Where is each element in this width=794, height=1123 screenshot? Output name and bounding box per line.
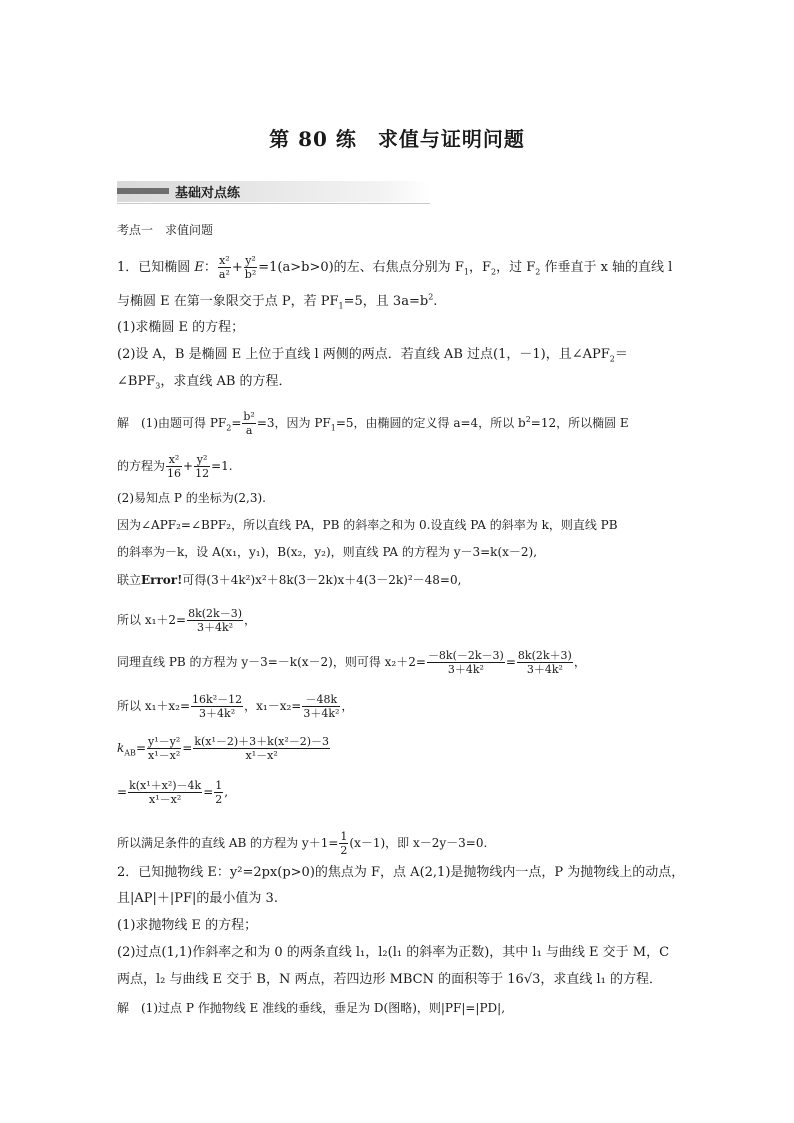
- fraction: [214, 779, 223, 806]
- section-marker-bar: [117, 188, 169, 194]
- denominator: x¹－x²: [148, 749, 181, 762]
- subscript: AB: [124, 748, 136, 758]
- solution-1-line-7: [117, 607, 256, 634]
- text: E: [194, 260, 204, 275]
- solution-1-line-3: (2)易知点 P 的坐标为(2,3).: [117, 491, 266, 505]
- text: ：: [203, 260, 217, 275]
- fraction: [147, 735, 181, 762]
- numerator: 16k²－12: [192, 693, 243, 706]
- text: 与椭圆 E 在第一象限交于点 P，若 PF: [117, 294, 339, 309]
- numerator: －8k(－2k－3): [427, 649, 504, 662]
- problem-1-q1: (1)求椭圆 E 的方程；: [117, 320, 245, 335]
- fraction-y2-b2: $\frac{\text{y²}}{\text{b²}}$: [244, 254, 257, 281]
- text: k: [117, 741, 125, 755]
- numerator: y¹－y²: [148, 735, 181, 748]
- fraction: [193, 735, 330, 762]
- text: =: [203, 785, 214, 799]
- text: 1．已知椭圆: [117, 260, 195, 275]
- numerator: k(x¹＋x²)－4k: [129, 779, 202, 792]
- text: ，F: [468, 260, 491, 275]
- text: ，: [341, 699, 354, 713]
- problem-2-line-1: 2．已知抛物线 E：y²=2px(p>0)的焦点为 F，点 A(2,1)是抛物线内一点，P 为抛物线上的动点，: [117, 865, 685, 880]
- numerator: 1: [340, 830, 348, 843]
- solution-2-line-1: 解 (1)过点 P 作抛物线 E 准线的垂线，垂足为 D(图略)，则|PF|=|PD|,: [117, 1001, 506, 1015]
- fraction-x2-16: $\frac{\text{x²}}{16}$: [167, 453, 182, 480]
- text: (2)设 A，B 是椭圆 E 上位于直线 l 两侧的两点．若直线 AB 过点(1，－1)，且∠APF: [117, 347, 610, 362]
- numerator: 8k(2k＋3): [517, 649, 572, 662]
- numerator: 8k(2k－3): [188, 607, 243, 620]
- denominator: x¹－x²: [149, 793, 182, 806]
- denominator: 3＋4k²: [303, 707, 340, 720]
- problem-2-q1: (1)求抛物线 E 的方程；: [117, 918, 258, 933]
- text: 解 (1)由题可得 PF: [117, 416, 227, 430]
- text: ，x₁－x₂=: [244, 699, 302, 713]
- solution-1-line-10: [117, 735, 331, 762]
- text: 的方程为: [117, 459, 166, 473]
- fraction: [191, 693, 243, 720]
- solution-1-line-11: [117, 779, 228, 806]
- fraction-x2-a2: $\frac{\text{x²}}{\text{a²}}$: [218, 254, 230, 281]
- text: ，过 F: [496, 260, 536, 275]
- text: =1.: [211, 459, 233, 473]
- fraction: [302, 693, 340, 720]
- text: =12，所以椭圆 E: [530, 416, 629, 430]
- fraction: [339, 830, 348, 857]
- text: ，求直线 AB 的方程．: [160, 374, 292, 389]
- text: =: [135, 741, 146, 755]
- text: =5，且 3a=b: [343, 294, 429, 309]
- denominator: x¹－x²: [245, 749, 278, 762]
- solution-1-line-4: 因为∠APF₂=∠BPF₂，所以直线 PA，PB 的斜率之和为 0.设直线 PA 的斜率为 k，则直线 PB: [117, 518, 618, 532]
- page-title: 第 80 练 求值与证明问题: [269, 127, 525, 151]
- text: 联立: [117, 573, 142, 587]
- error-text: Error!: [141, 573, 183, 587]
- section-header: [117, 181, 430, 202]
- text: 作垂直于 x 轴的直线 l: [540, 260, 673, 275]
- fraction: [517, 649, 573, 676]
- problem-1-q2-line-1: (2)设 A，B 是椭圆 E 上位于直线 l 两侧的两点．若直线 AB 过点(1，－1)，且$\angle APF_2=$: [117, 347, 628, 364]
- text: ,: [224, 785, 229, 799]
- text: 所以满足条件的直线 AB 的方程为 y＋1=: [117, 836, 339, 850]
- text: ＝: [614, 347, 628, 362]
- text: =5，由椭圆的定义得 a=4，所以 b: [335, 416, 526, 430]
- text: =3，因为 PF: [256, 416, 331, 430]
- text: =: [117, 785, 128, 799]
- text: ，: [244, 613, 257, 627]
- solution-1-line-12: [117, 830, 487, 857]
- denominator: 3＋4k²: [199, 707, 236, 720]
- fraction-y2-12: $\frac{\text{y²}}{12}$: [195, 453, 210, 480]
- text: 所以 x₁＋2=: [117, 613, 187, 627]
- numerator: －48k: [302, 693, 340, 707]
- section-underline: [117, 203, 430, 204]
- fraction: [427, 649, 505, 676]
- numerator: 1: [215, 779, 223, 792]
- fraction: [187, 607, 243, 634]
- denominator: 3＋4k²: [447, 663, 484, 676]
- problem-2-q2-line-2: 两点，l₂ 与曲线 E 交于 B，N 两点，若四边形 MBCN 的面积等于 16√3，求直线 l₁ 的方程．: [117, 972, 663, 987]
- solution-1-line-9: [117, 693, 353, 720]
- denominator: 2: [215, 793, 223, 806]
- problem-2-q2-line-1: (2)过点(1,1)作斜率之和为 0 的两条直线 l₁，l₂(l₁ 的斜率为正数)，其中 l₁ 与曲线 E 交于 M，C: [117, 945, 670, 960]
- solution-1-line-5: 的斜率为－k，设 A(x₁，y₁)，B(x₂，y₂)，则直线 PA 的方程为 y－3=k(x－2),: [117, 545, 538, 559]
- numerator: k(x¹－2)＋3＋k(x²－2)－3: [194, 735, 330, 748]
- solution-1-line-6: [117, 572, 461, 588]
- denominator: 2: [340, 844, 348, 857]
- topic-heading: 考点一 求值问题: [117, 223, 214, 237]
- problem-1-line-2: 与椭圆 E 在第一象限交于点 P，若 $PF_1=5$，且 $3a=b^2$.: [117, 292, 438, 311]
- text: ，: [573, 655, 586, 669]
- section-title: 基础对点练: [175, 186, 241, 201]
- problem-1-line-1: 1．已知椭圆 E： $\frac{\text{x²}}{\text{a²}}$ + $\frac{\text{y²}}{\text{b²}}$ =1(a>b>0)的左、右焦点分别为 $F_1$，$F_2$，过 $F_2$ 作垂直于 x 轴的直线 l: [117, 254, 673, 281]
- text: 所以 x₁＋x₂=: [117, 699, 191, 713]
- text: ∠BPF: [117, 374, 156, 389]
- denominator: 3＋4k²: [526, 663, 563, 676]
- text: =1(a>b>0)的左、右焦点分别为 F: [258, 260, 464, 275]
- problem-1-q2-line-2: $\angle BPF_3$，求直线 AB 的方程．: [117, 374, 292, 391]
- fraction-b2-a: $\frac{\text{b²}}{a}$: [243, 410, 255, 437]
- problem-2-line-2: 且|AP|＋|PF|的最小值为 3.: [117, 891, 278, 906]
- text: =: [182, 741, 193, 755]
- solution-1-line-2: 的方程为 $\frac{\text{x²}}{16}$ + $\frac{\text{y²}}{12}$ =1.: [117, 453, 233, 480]
- solution-1-line-1: 解 (1)由题可得 $PF_2=$ $\frac{\text{b²}}{a}$ =3，因为 $PF_1=5$，由椭圆的定义得 a=4，所以 $b^2=12$，所以椭圆 E: [117, 410, 629, 437]
- text: 同理直线 PB 的方程为 y－3=－k(x－2)，则可得 x₂＋2=: [117, 655, 426, 669]
- solution-1-line-8: [117, 649, 586, 676]
- fraction: [128, 779, 202, 806]
- text: (x－1)，即 x－2y－3=0.: [349, 836, 488, 850]
- denominator: 3＋4k²: [197, 621, 234, 634]
- text: 可得(3＋4k²)x²＋8k(3－2k)x＋4(3－2k)²－48=0,: [182, 573, 462, 587]
- text: =: [505, 655, 516, 669]
